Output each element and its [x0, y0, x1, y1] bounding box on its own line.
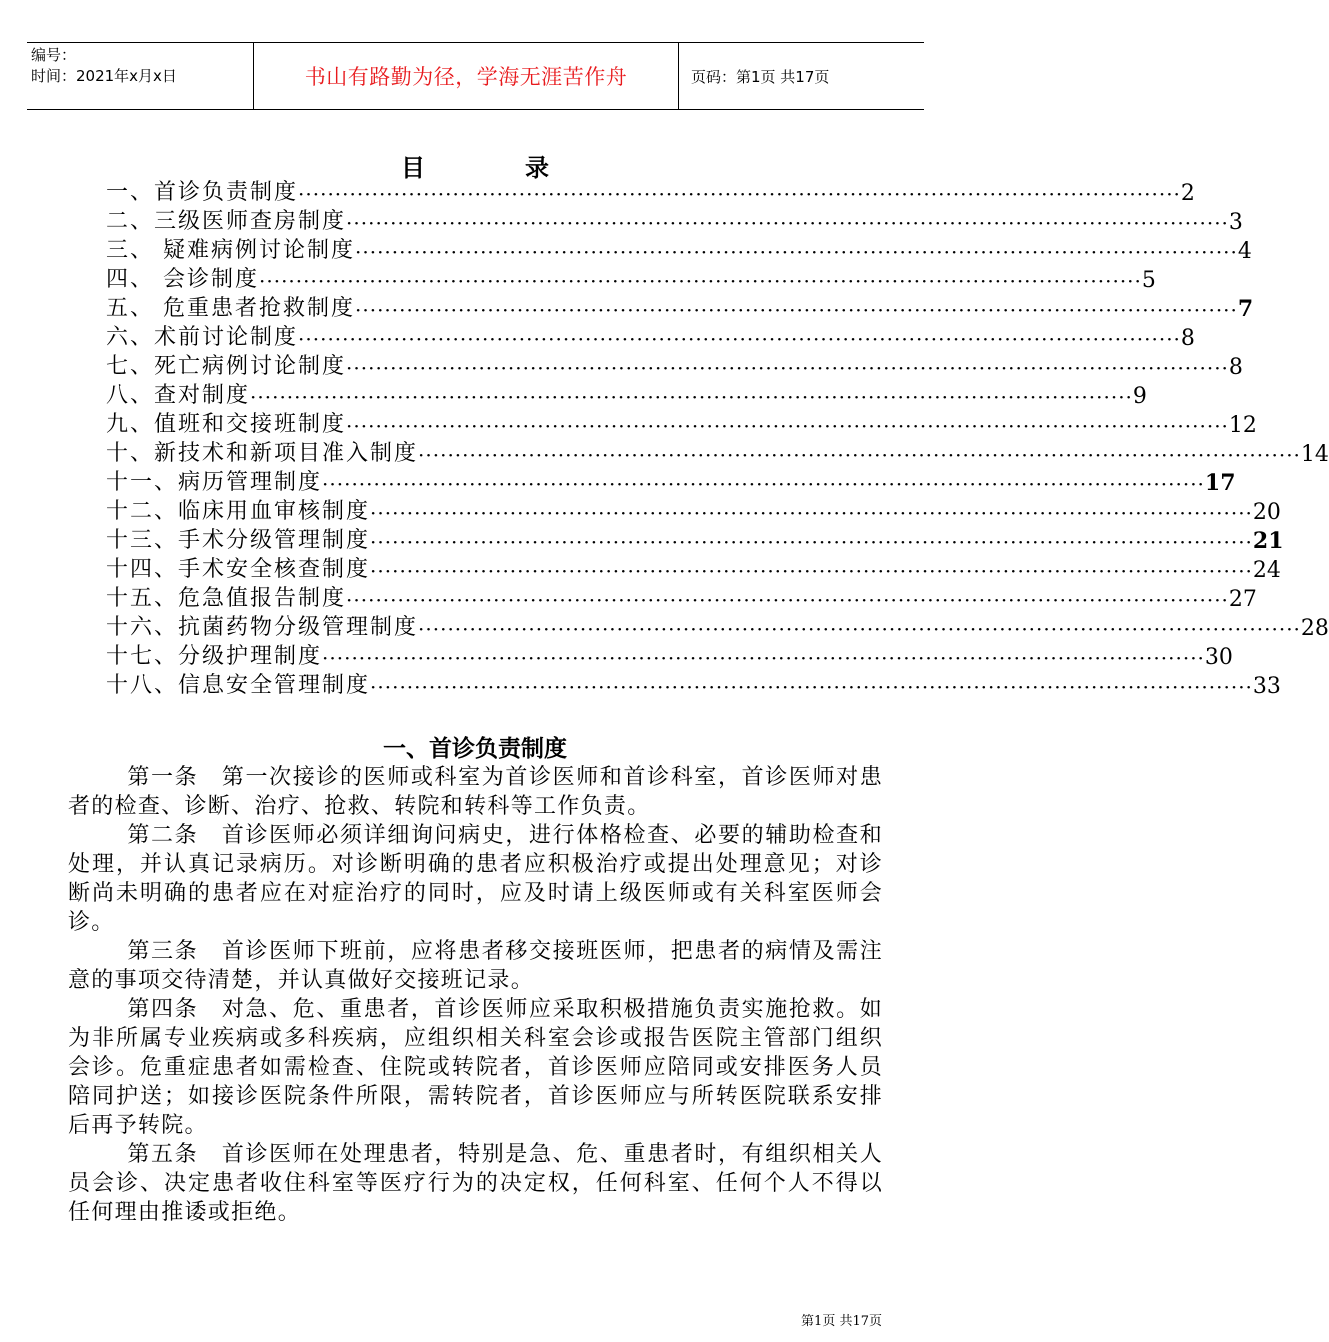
toc-leader-dots: ························································································································ — [346, 588, 1229, 612]
toc-entry-page: 9 — [1132, 384, 1147, 409]
table-of-contents — [106, 177, 1329, 699]
toc-entry-page: 20 — [1252, 500, 1281, 525]
toc-entry-page: 12 — [1228, 413, 1257, 438]
toc-entry-label: 一、首诊负责制度 — [106, 180, 299, 205]
toc-entry-label: 三、 疑难病例讨论制度 — [106, 238, 355, 263]
toc-entry-page: 8 — [1228, 355, 1243, 380]
toc-entry — [106, 467, 1236, 496]
toc-entry-label: 二、三级医师查房制度 — [106, 209, 347, 234]
toc-leader-dots: ························································································································ — [355, 298, 1238, 322]
toc-entry-label: 九、值班和交接班制度 — [106, 412, 347, 437]
header-page-info: 页码：第1页 共17页 — [691, 67, 830, 86]
toc-entry-page: 2 — [1180, 181, 1195, 206]
toc-leader-dots: ························································································································ — [370, 559, 1253, 583]
toc-entry — [106, 641, 1233, 670]
toc-entry-label: 十、新技术和新项目准入制度 — [106, 441, 419, 466]
toc-entry — [106, 322, 1195, 351]
header-meta — [27, 43, 254, 109]
toc-entry — [106, 438, 1329, 467]
toc-entry-page: 7 — [1237, 296, 1254, 322]
toc-entry-page: 28 — [1300, 616, 1329, 641]
toc-entry-label: 四、 会诊制度 — [106, 267, 259, 292]
toc-entry — [106, 264, 1156, 293]
toc-entry — [106, 235, 1252, 264]
toc-entry — [106, 612, 1329, 641]
toc-entry — [106, 409, 1257, 438]
toc-entry-label: 六、术前讨论制度 — [106, 325, 299, 350]
toc-entry-label: 五、 危重患者抢救制度 — [106, 296, 355, 321]
toc-entry-page: 5 — [1141, 268, 1156, 293]
toc-entry — [106, 525, 1284, 554]
toc-leader-dots: ························································································································ — [370, 530, 1253, 554]
toc-entry-label: 十七、分级护理制度 — [106, 644, 323, 669]
toc-entry — [106, 206, 1243, 235]
toc-entry-label: 十一、病历管理制度 — [106, 470, 323, 495]
toc-entry-page: 14 — [1300, 442, 1329, 467]
document-number-label: 编号： — [31, 46, 77, 64]
toc-entry-label: 十五、危急值报告制度 — [106, 586, 347, 611]
toc-leader-dots: ························································································································ — [418, 443, 1301, 467]
toc-leader-dots: ························································································································ — [370, 675, 1253, 699]
toc-entry-label: 七、死亡病例讨论制度 — [106, 354, 347, 379]
toc-leader-dots: ························································································································ — [355, 240, 1238, 264]
toc-entry — [106, 583, 1257, 612]
toc-entry-label: 十六、抗菌药物分级管理制度 — [106, 615, 419, 640]
section-title: 一、首诊负责制度 — [383, 736, 567, 762]
toc-leader-dots: ························································································································ — [298, 182, 1181, 206]
toc-entry — [106, 380, 1147, 409]
toc-entry-page: 8 — [1180, 326, 1195, 351]
toc-entry — [106, 351, 1243, 380]
toc-entry-label: 十二、临床用血审核制度 — [106, 499, 371, 524]
toc-entry-page: 3 — [1228, 210, 1243, 235]
toc-entry — [106, 670, 1281, 699]
toc-entry — [106, 177, 1195, 206]
toc-entry-label: 十八、信息安全管理制度 — [106, 673, 371, 698]
article-paragraph: 第一条 第一次接诊的医师或科室为首诊医师和首诊科室，首诊医师对患者的检查、诊断、治疗、抢救、转院和转科等工作负责。 — [68, 765, 883, 819]
toc-entry-label: 八、查对制度 — [106, 383, 251, 408]
toc-entry-page: 17 — [1204, 470, 1236, 496]
document-time-label: 时间：2021年x月x日 — [31, 67, 177, 85]
toc-entry-label: 十四、手术安全核查制度 — [106, 557, 371, 582]
toc-entry — [106, 554, 1281, 583]
toc-entry-page: 33 — [1252, 674, 1281, 699]
toc-entry — [106, 496, 1281, 525]
page-header — [27, 42, 924, 110]
toc-entry-page: 4 — [1237, 239, 1252, 264]
toc-entry-page: 24 — [1252, 558, 1281, 583]
toc-leader-dots: ························································································································ — [346, 211, 1229, 235]
toc-leader-dots: ························································································································ — [370, 501, 1253, 525]
toc-entry-label: 十三、手术分级管理制度 — [106, 528, 371, 553]
toc-leader-dots: ························································································································ — [346, 356, 1229, 380]
header-motto: 书山有路勤为径，学海无涯苦作舟 — [254, 43, 679, 109]
toc-leader-dots: ························································································································ — [418, 617, 1301, 641]
toc-entry-page: 21 — [1252, 528, 1284, 554]
toc-title: 目录 — [401, 154, 649, 182]
toc-leader-dots: ························································································································ — [322, 472, 1205, 496]
toc-leader-dots: ························································································································ — [250, 385, 1133, 409]
article-paragraph: 第二条 首诊医师必须详细询问病史，进行体格检查、必要的辅助检查和处理，并认真记录病历。对诊断明确的患者应积极治疗或提出处理意见；对诊断尚未明确的患者应在对症治疗的同时，应及时请上级医师或有关科室医师会诊。 — [68, 823, 883, 935]
toc-entry — [106, 293, 1254, 322]
toc-leader-dots: ························································································································ — [259, 269, 1142, 293]
footer-page-info: 第1页 共17页 — [801, 1314, 882, 1329]
article-paragraph: 第四条 对急、危、重患者，首诊医师应采取积极措施负责实施抢救。如为非所属专业疾病或多科疾病，应组织相关科室会诊或报告医院主管部门组织会诊。危重症患者如需检查、住院或转院者，首诊医师应陪同或安排医务人员陪同护送；如接诊医院条件所限，需转院者，首诊医师应与所转医院联系安排后再予转院。 — [68, 997, 883, 1138]
toc-leader-dots: ························································································································ — [298, 327, 1181, 351]
toc-entry-page: 30 — [1204, 645, 1233, 670]
section-body — [68, 763, 883, 1227]
toc-entry-page: 27 — [1228, 587, 1257, 612]
toc-leader-dots: ························································································································ — [322, 646, 1205, 670]
toc-leader-dots: ························································································································ — [346, 414, 1229, 438]
article-paragraph: 第三条 首诊医师下班前，应将患者移交接班医师，把患者的病情及需注意的事项交待清楚，并认真做好交接班记录。 — [68, 939, 883, 993]
article-paragraph: 第五条 首诊医师在处理患者，特别是急、危、重患者时，有组织相关人员会诊、决定患者收住科室等医疗行为的决定权，任何科室、任何个人不得以任何理由推诿或拒绝。 — [68, 1142, 883, 1225]
